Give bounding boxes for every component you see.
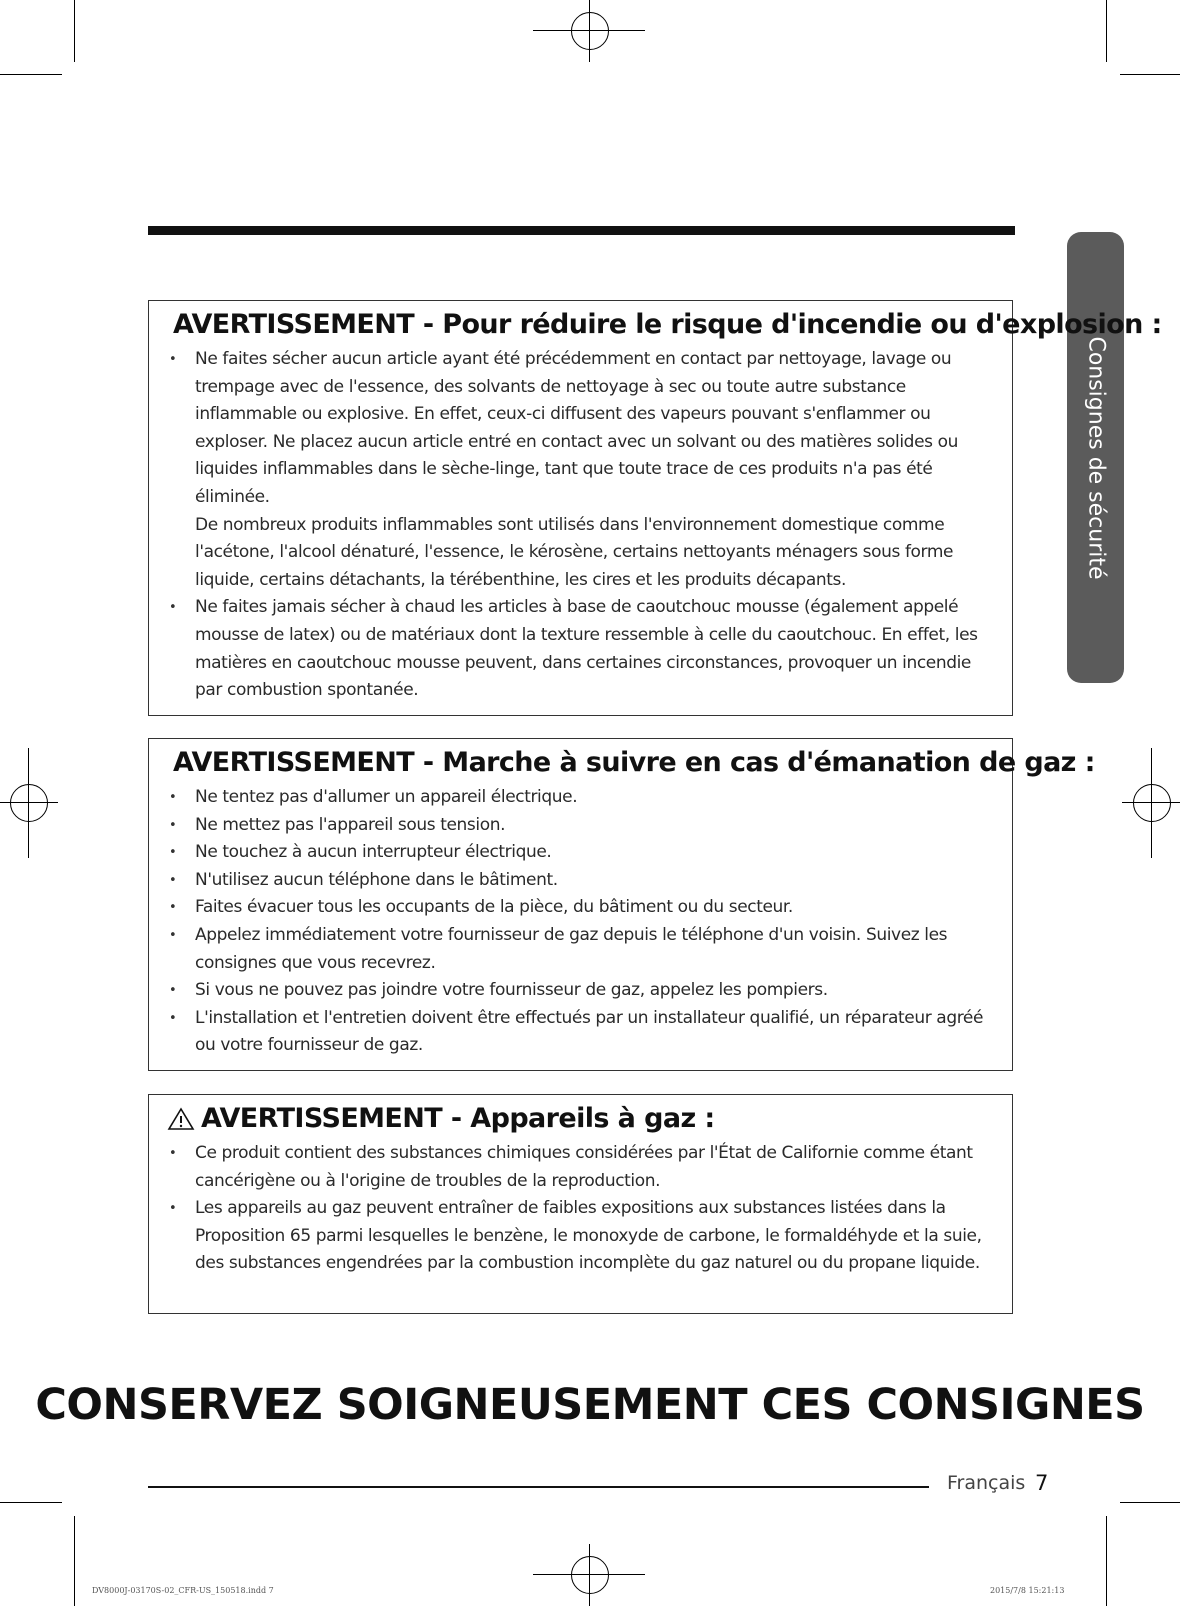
crop-mark — [0, 1502, 62, 1503]
page-number: 7 — [1035, 1471, 1049, 1495]
crop-mark — [0, 74, 62, 75]
crop-mark — [1106, 1516, 1107, 1606]
list-item — [163, 839, 998, 867]
list-item-text: • Appelez immédiatement votre fournisseur de gaz depuis le téléphone d'un voisin. Suivez les consignes que vous recevrez. — [195, 924, 948, 973]
list-item — [163, 594, 998, 704]
list-item-text: • Ne tentez pas d'allumer un appareil électrique. — [195, 787, 578, 807]
list-item — [163, 1005, 998, 1060]
list-item-text: De nombreux produits inflammables sont utilisés dans l'environnement domestique comme l'acétone, l'alcool dénaturé, l'essence, le kérosène, certains nettoyants ménagers sous forme liquide, certains détachants, la térébenthine, les cires et les produits décapants. — [195, 514, 954, 590]
list-item-text: • Si vous ne pouvez pas joindre votre fournisseur de gaz, appelez les pompiers. — [195, 980, 828, 1001]
warning-title-text: AVERTISSEMENT - Marche à suivre en cas d'émanation de gaz : — [173, 747, 1095, 778]
print-slug-date: 2015/7/8 15:21:13 — [990, 1586, 1065, 1595]
list-item — [163, 867, 998, 895]
list-item — [163, 346, 998, 594]
list-item-text: • Ne mettez pas l'appareil sous tension. — [195, 814, 506, 835]
list-item — [163, 1140, 998, 1195]
section-side-tab — [1067, 232, 1124, 683]
list-item — [163, 812, 998, 840]
footer-rule — [148, 1486, 929, 1488]
list-item — [163, 977, 998, 1005]
registration-mark — [571, 12, 609, 50]
warning-list — [163, 346, 998, 705]
list-item-text: • Ne touchez à aucun interrupteur électrique. — [195, 842, 552, 863]
list-item — [163, 894, 998, 922]
list-item — [163, 784, 998, 812]
registration-mark — [1133, 784, 1171, 822]
warning-list — [163, 1140, 998, 1278]
crop-mark — [1120, 1502, 1180, 1503]
registration-mark — [571, 1556, 609, 1594]
list-item-text: • L'installation et l'entretien doivent être effectués par un installateur qualifié, un réparateur agréé ou votre fournisseur de gaz. — [195, 1007, 984, 1056]
warning-triangle-icon — [167, 1107, 195, 1131]
warning-box-gas-leak — [148, 738, 1095, 1071]
registration-mark — [10, 784, 48, 822]
warning-title-text: AVERTISSEMENT - Appareils à gaz : — [201, 1103, 715, 1134]
list-item-text: • Faites évacuer tous les occupants de la pièce, du bâtiment ou du secteur. — [195, 897, 793, 918]
warning-title — [167, 309, 1162, 340]
warning-box-gas-appliances — [148, 1094, 1013, 1314]
print-slug-file: DV8000J-03170S-02_CFR-US_150518.indd 7 — [92, 1586, 274, 1595]
list-item-text: • Ne faites sécher aucun article ayant été précédemment en contact par nettoyage, lavage ou trempage avec de l'essence, des solvants de nettoyage à sec ou toute autre substance inflammable ou explosive. En effet, ceux-ci diffusent des vapeurs pouvant s'enflammer ou exploser. Ne placez aucun article entré en contact avec un solvant ou des matières solides ou liquides inflammables dans le sèche-linge, tant que toute trace de ces produits n'a pas été éliminée. — [195, 349, 958, 507]
save-instructions-title: CONSERVEZ SOIGNEUSEMENT CES CONSIGNES — [35, 1380, 1145, 1430]
crop-mark — [74, 0, 75, 62]
warning-title — [167, 1103, 998, 1134]
list-item-text: • Ce produit contient des substances chimiques considérées par l'État de Californie comme étant cancérigène ou à l'origine de troubles de la reproduction. — [195, 1143, 973, 1191]
list-item-text: • Les appareils au gaz peuvent entraîner de faibles expositions aux substances listées dans la Proposition 65 parmi lesquelles le benzène, le monoxyde de carbone, le formaldéhyde et la suie, des substances engendrées par la combustion incomplète du gaz naturel ou du propane liquide. — [195, 1198, 982, 1274]
side-tab-label: Consignes de sécurité — [1083, 335, 1108, 580]
list-item-text: • N'utilisez aucun téléphone dans le bâtiment. — [195, 869, 558, 890]
footer-language: Français — [947, 1472, 1026, 1494]
list-item — [163, 922, 998, 977]
warning-title — [167, 747, 1095, 778]
crop-mark — [1120, 74, 1180, 75]
list-item — [163, 1195, 998, 1278]
warning-title-text: AVERTISSEMENT - Pour réduire le risque d'incendie ou d'explosion : — [173, 309, 1162, 340]
warning-list — [163, 784, 998, 1060]
crop-mark — [1106, 0, 1107, 62]
header-rule — [148, 226, 1015, 235]
list-item-text: • Ne faites jamais sécher à chaud les articles à base de caoutchouc mousse (également appelé mousse de latex) ou de matériaux dont la texture ressemble à celle du caoutchouc. En effet, les matières en caoutchouc mousse peuvent, dans certaines circonstances, provoquer un incendie par combustion spontanée. — [195, 597, 978, 701]
crop-mark — [74, 1516, 75, 1606]
